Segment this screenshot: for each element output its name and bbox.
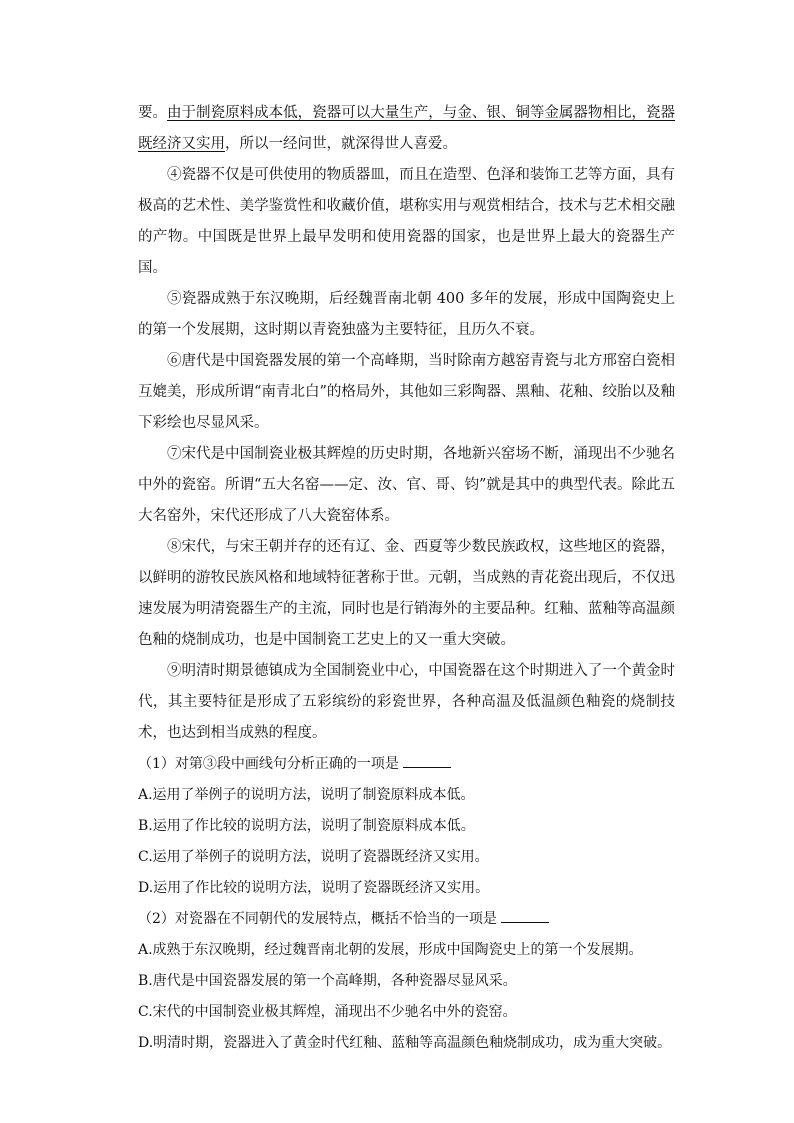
paragraph-3-rest: ，所以一经问世，就深得世人喜爱。 (225, 136, 457, 152)
question-1-option-c: C.运用了举例子的说明方法，说明了瓷器既经济又实用。 (138, 849, 489, 865)
question-2-option-d: D.明清时期，瓷器进入了黄金时代红釉、蓝釉等高温颜色釉烧制成功，成为重大突破。 (138, 1035, 672, 1051)
underlined-sentence: 由于制瓷原料成本低，瓷器可以大量生产，与金、银、铜等金属器物相比，瓷器既经济又实用 (138, 105, 676, 152)
question-2 (138, 904, 675, 1059)
paragraph-5: ⑤瓷器成熟于东汉晚期，后经魏晋南北朝 400 多年的发展，形成中国陶瓷史上的第一个发展期，这时期以青瓷独盛为主要特征，且历久不衰。 (138, 291, 675, 338)
paragraph-3-lead: 要。 (138, 105, 168, 121)
question-1-option-b: B.运用了作比较的说明方法，说明了制瓷原料成本低。 (138, 818, 475, 834)
paragraph-9: ⑨明清时期景德镇成为全国制瓷业中心，中国瓷器在这个时期进入了一个黄金时代，其主要特征是形成了五彩缤纷的彩瓷世界，各种高温及低温颜色釉瓷的烧制技术，也达到相当成熟的程度。 (138, 663, 675, 741)
question-2-stem (138, 904, 675, 935)
paragraph-7: ⑦宋代是中国制瓷业极其辉煌的历史时期，各地新兴窑场不断，涌现出不少驰名中外的瓷窑。所谓“五大名窑——定、汝、官、哥、钧”就是其中的典型代表。除此五大名窑外，宋代还形成了八大瓷窑体系。 (138, 446, 675, 524)
question-1 (138, 749, 675, 904)
question-2-stem-text: （2）对瓷器在不同朝代的发展特点，概括不恰当的一项是 (138, 911, 497, 927)
paragraph-6: ⑥唐代是中国瓷器发展的第一个高峰期，当时除南方越窑青瓷与北方邢窑白瓷相互媲美，形成所谓“南青北白”的格局外，其他如三彩陶器、黑釉、花釉、绞胎以及釉下彩绘也尽显风采。 (138, 353, 675, 431)
answer-blank-1[interactable] (403, 753, 451, 768)
question-2-option-a: A.成熟于东汉晚期，经过魏晋南北朝的发展，形成中国陶瓷史上的第一个发展期。 (138, 942, 643, 958)
question-1-option-d: D.运用了作比较的说明方法，说明了瓷器既经济又实用。 (138, 880, 490, 896)
article-content (138, 98, 675, 1059)
paragraph-8: ⑧宋代，与宋王朝并存的还有辽、金、西夏等少数民族政权，这些地区的瓷器，以鲜明的游牧民族风格和地域特征著称于世。元朝，当成熟的青花瓷出现后，不仅迅速发展为明清瓷器生产的主流，同时也是行销海外的主要品种。红釉、蓝釉等高温颜色釉的烧制成功，也是中国制瓷工艺史上的又一重大突破。 (138, 539, 675, 648)
paragraph-3-tail (138, 98, 675, 160)
question-1-stem (138, 749, 675, 780)
question-1-option-a: A.运用了举例子的说明方法，说明了制瓷原料成本低。 (138, 787, 475, 803)
question-1-stem-text: （1）对第③段中画线句分析正确的一项是 (138, 756, 399, 772)
question-2-option-b: B.唐代是中国瓷器发展的第一个高峰期，各种瓷器尽显风采。 (138, 973, 517, 989)
answer-blank-2[interactable] (501, 908, 549, 923)
question-2-option-c: C.宋代的中国制瓷业极其辉煌，涌现出不少驰名中外的瓷窑。 (138, 1004, 517, 1020)
paragraph-4: ④瓷器不仅是可供使用的物质器皿，而且在造型、色泽和装饰工艺等方面，具有极高的艺术性、美学鉴赏性和收藏价值，堪称实用与观赏相结合，技术与艺术相交融的产物。中国既是世界上最早发明和使用瓷器的国家，也是世界上最大的瓷器生产国。 (138, 167, 675, 276)
